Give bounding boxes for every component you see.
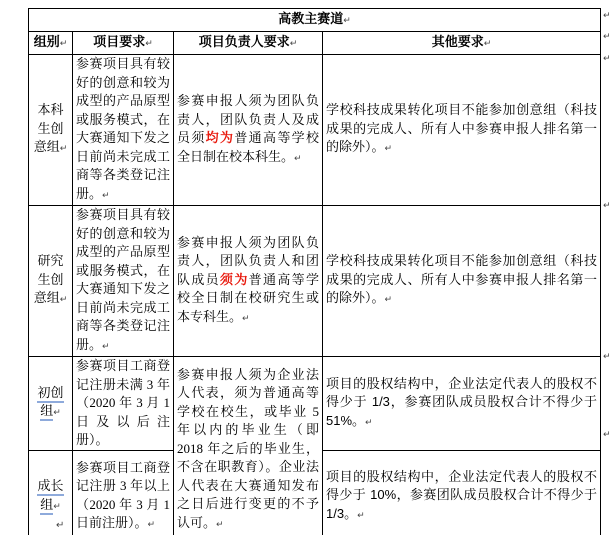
- project-req-graduate: [73, 206, 174, 357]
- leader-req-startup-growth: [174, 357, 323, 535]
- column-header-other-label: 其他要求: [431, 34, 484, 49]
- pilcrow-icon: ↵: [56, 520, 65, 531]
- column-header-leader-label: 项目负责人要求: [198, 34, 290, 49]
- column-header-group-label: 组别: [33, 34, 60, 49]
- group-label-graduate: 研究生创意组: [33, 253, 64, 306]
- column-header-other: [323, 32, 601, 55]
- group-label-growth: 成长组: [37, 478, 63, 515]
- table-title-cell: [29, 9, 601, 32]
- project-req-graduate-text: 参赛项目具有较好的创意和较为成型的产品原型或服务模式，在大赛通知下发之日前尚未完成工商等各类登记注册。: [76, 207, 170, 352]
- group-cell-graduate: [29, 206, 73, 357]
- table-row-undergrad: [29, 55, 601, 206]
- track-requirements-table: [28, 8, 601, 535]
- row-end-mark-icon: ↵: [603, 352, 611, 362]
- pilcrow-icon: ↵: [53, 501, 61, 512]
- pilcrow-icon: ↵: [384, 144, 393, 155]
- other-req-growth-text: 项目的股权结构中，企业法定代表人的股权不得少于 10%，参赛团队成员股权合计不得少于 1/3。: [326, 468, 597, 521]
- column-header-leader: [174, 32, 323, 55]
- pilcrow-icon: ↵: [59, 39, 68, 49]
- group-cell-startup: [29, 357, 73, 451]
- leader-req-graduate: [174, 206, 323, 357]
- other-req-graduate-text: 学校科技成果转化项目不能参加创意组（科技成果的完成人、所有人中参赛申报人排名第一的除外）。: [326, 253, 597, 306]
- pilcrow-icon: ↵: [289, 39, 298, 49]
- pilcrow-icon: ↵: [216, 519, 224, 530]
- other-req-startup-text: 项目的股权结构中，企业法定代表人的股权不得少于 1/3，参赛团队成员股权合计不得少于 51%。: [326, 375, 597, 428]
- row-end-mark-icon: ↵: [603, 201, 611, 211]
- leader-req-graduate-text: 参赛申报人须为团队负责人，团队负责人和团队成员: [177, 234, 319, 287]
- project-req-undergrad-text: 参赛项目具有较好的创意和较为成型的产品原型或服务模式，在大赛通知下发之日前尚未完成工商等各类登记注册。: [76, 56, 170, 201]
- pilcrow-icon: ↵: [145, 39, 153, 49]
- pilcrow-icon: ↵: [343, 16, 351, 26]
- pilcrow-icon: ↵: [59, 295, 68, 306]
- other-req-growth: [323, 450, 601, 535]
- table-title-row: [29, 9, 601, 32]
- pilcrow-icon: ↵: [357, 510, 365, 521]
- other-req-graduate: [323, 206, 601, 357]
- other-req-startup: [323, 357, 601, 451]
- leader-req-undergrad-text: 参赛申报人须为团队负责人，团队负责人及成员须: [177, 93, 319, 145]
- pilcrow-icon: ↵: [53, 408, 61, 419]
- group-cell-growth: [29, 450, 73, 535]
- pilcrow-icon: ↵: [59, 144, 68, 155]
- pilcrow-icon: ↵: [102, 341, 110, 352]
- row-end-mark-icon: ↵: [603, 11, 611, 21]
- table-row-graduate: [29, 206, 601, 357]
- group-cell-undergrad: [29, 55, 73, 206]
- row-end-mark-icon: ↵: [603, 430, 611, 440]
- pilcrow-icon: ↵: [483, 39, 492, 49]
- group-label-undergrad: 本科生创意组: [33, 102, 64, 155]
- column-header-group: [29, 32, 73, 55]
- pilcrow-icon: ↵: [102, 190, 110, 201]
- column-header-project: [73, 32, 174, 55]
- project-req-startup-text: 参赛项目工商登记注册未满 3 年（2020 年 3 月 1 日及以后注册）。: [76, 358, 170, 447]
- column-header-project-label: 项目要求: [93, 34, 146, 49]
- row-end-mark-icon: ↵: [603, 54, 611, 64]
- other-req-undergrad: [323, 55, 601, 206]
- project-req-growth: [73, 450, 174, 535]
- leader-req-startup-growth-text: 参赛申报人须为企业法人代表，须为普通高等学校在校生，或毕业 5 年以内的毕业生（即 2018 年之后的毕业生，不含在职教育）。企业法人代表在大赛通知发布之日后进行变更的不予认可。: [177, 366, 319, 530]
- group-label-startup: 初创组: [37, 385, 63, 422]
- project-req-undergrad: [73, 55, 174, 206]
- leader-req-undergrad: [174, 55, 323, 206]
- leader-req-undergrad-text-2: 普通高等学校全日制在校本科生。: [177, 130, 319, 164]
- table-title: 高教主赛道: [278, 11, 344, 26]
- pilcrow-icon: ↵: [242, 313, 250, 324]
- pilcrow-icon: ↵: [365, 417, 373, 428]
- project-req-growth-text: 参赛项目工商登记注册 3 年以上（2020 年 3 月 1 日前注册）。: [76, 459, 170, 530]
- pilcrow-icon: ↵: [294, 153, 302, 164]
- leader-req-graduate-emphasis: 须为: [220, 271, 249, 287]
- leader-req-undergrad-emphasis: 均为: [205, 130, 235, 145]
- column-header-row: [29, 32, 601, 55]
- other-req-undergrad-text: 学校科技成果转化项目不能参加创意组（科技成果的完成人、所有人中参赛申报人排名第一的除外）。: [326, 102, 597, 155]
- table-row-startup: [29, 357, 601, 451]
- pilcrow-icon: ↵: [147, 520, 156, 530]
- leader-req-graduate-text-2: 普通高等学校全日制在校研究生或本专科生。: [177, 271, 319, 324]
- project-req-startup: [73, 357, 174, 451]
- pilcrow-icon: ↵: [384, 295, 393, 306]
- row-end-mark-icon: ↵: [603, 32, 611, 42]
